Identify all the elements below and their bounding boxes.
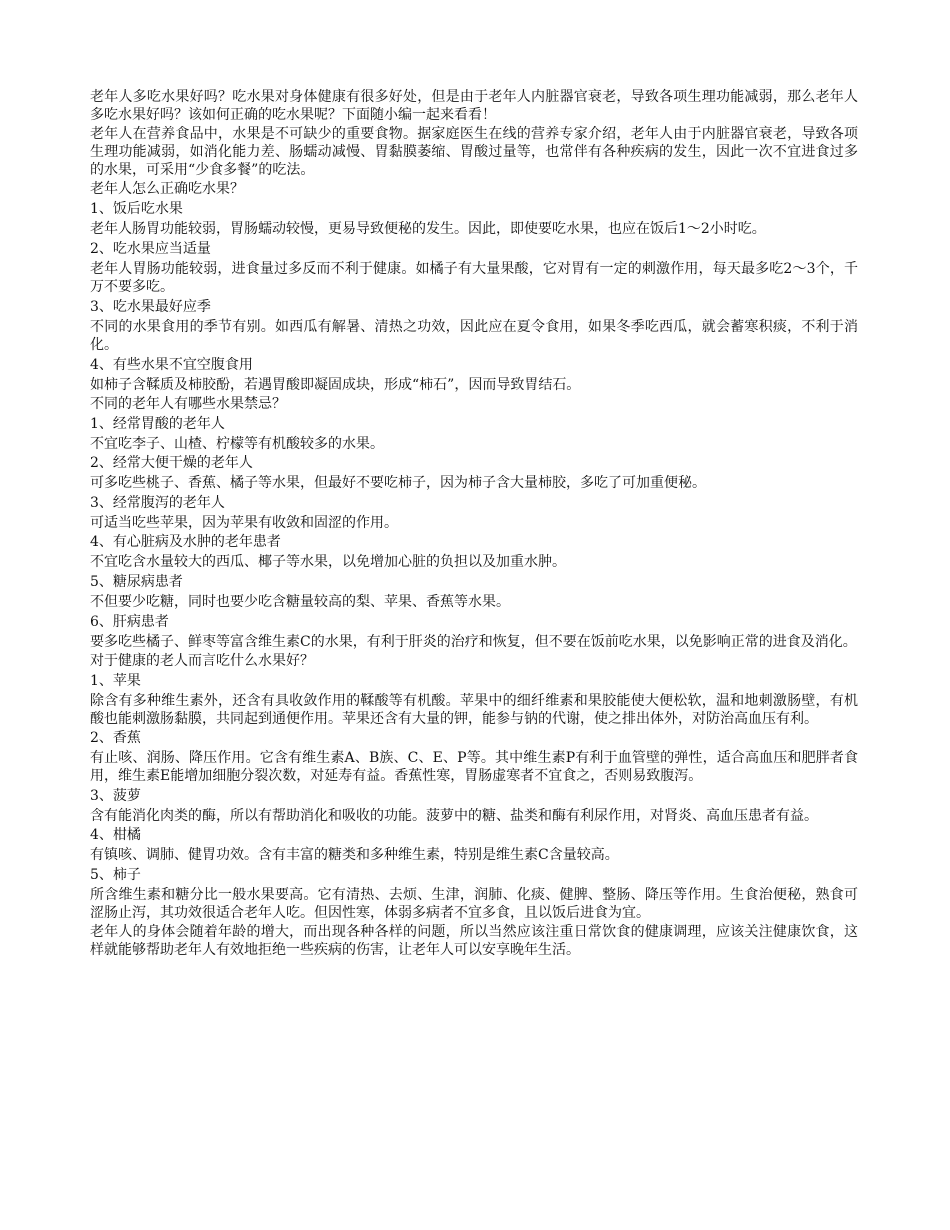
body-paragraph: 老年人胃肠功能较弱，进食量过多反而不利于健康。如橘子有大量果酸，它对胃有一定的刺激作用，每天最多吃2～3个，千万不要多吃。 bbox=[90, 261, 858, 295]
subsection-heading: 3、吃水果最好应季 bbox=[90, 299, 211, 315]
body-paragraph: 不但要少吃糖，同时也要少吃含糖量较高的梨、苹果、香蕉等水果。 bbox=[90, 594, 510, 610]
subsection-heading: 1、经常胃酸的老年人 bbox=[90, 416, 225, 432]
body-paragraph: 不宜吃含水量较大的西瓜、椰子等水果，以免增加心脏的负担以及加重水肿。 bbox=[90, 554, 566, 570]
subsection-heading: 5、柿子 bbox=[90, 867, 141, 883]
subsection-heading: 3、菠萝 bbox=[90, 788, 141, 804]
subsection-heading: 4、有些水果不宜空腹食用 bbox=[90, 357, 253, 373]
subsection-heading: 6、肝病患者 bbox=[90, 614, 169, 630]
subsection-heading: 4、有心脏病及水肿的老年患者 bbox=[90, 534, 281, 550]
body-paragraph: 含有能消化肉类的酶，所以有帮助消化和吸收的功能。菠萝中的糖、盐类和酶有利尿作用，对肾炎、高血压患者有益。 bbox=[90, 808, 818, 824]
body-paragraph: 除含有多种维生素外，还含有具收敛作用的鞣酸等有机酸。苹果中的细纤维素和果胶能使大便松软，温和地刺激肠壁，有机酸也能刺激肠黏膜，共同起到通便作用。苹果还含有大量的钾，能参与钠的代谢，使之排出体外，对防治高血压有利。 bbox=[90, 693, 858, 727]
subsection-heading: 2、吃水果应当适量 bbox=[90, 241, 211, 257]
body-paragraph: 不宜吃李子、山楂、柠檬等有机酸较多的水果。 bbox=[90, 436, 384, 452]
subsection-heading: 2、经常大便干燥的老年人 bbox=[90, 455, 253, 471]
body-paragraph: 老年人肠胃功能较弱，胃肠蠕动较慢，更易导致便秘的发生。因此，即使要吃水果，也应在饭后1～2小时吃。 bbox=[90, 221, 766, 237]
subsection-heading: 3、经常腹泻的老年人 bbox=[90, 495, 225, 511]
body-paragraph: 所含维生素和糖分比一般水果要高。它有清热、去烦、生津，润肺、化痰、健脾、整肠、降压等作用。生食治便秘，熟食可涩肠止泻，其功效很适合老年人吃。但因性寒，体弱多病者不宜多食，且以饭后进食为宜。 bbox=[90, 887, 858, 921]
article-body bbox=[90, 88, 858, 959]
body-paragraph: 有镇咳、调肺、健胃功效。含有丰富的糖类和多种维生素，特别是维生素C含量较高。 bbox=[90, 847, 619, 863]
section-heading: 对于健康的老人而言吃什么水果好？ bbox=[90, 653, 314, 669]
section-heading: 不同的老年人有哪些水果禁忌？ bbox=[90, 396, 286, 412]
closing-paragraph: 老年人的身体会随着年龄的增大，而出现各种各样的问题，所以当然应该注重日常饮食的健康调理，应该关注健康饮食，这样就能够帮助老年人有效地拒绝一些疾病的伤害，让老年人可以安享晚年生活。 bbox=[90, 924, 858, 958]
body-paragraph: 可多吃些桃子、香蕉、橘子等水果，但最好不要吃柿子，因为柿子含大量柿胶，多吃了可加重便秘。 bbox=[90, 475, 706, 491]
body-paragraph: 可适当吃些苹果，因为苹果有收敛和固涩的作用。 bbox=[90, 515, 398, 531]
subsection-heading: 1、饭后吃水果 bbox=[90, 201, 183, 217]
body-paragraph: 如柿子含鞣质及柿胶酚，若遇胃酸即凝固成块，形成“柿石”，因而导致胃结石。 bbox=[90, 377, 581, 393]
subsection-heading: 2、香蕉 bbox=[90, 730, 141, 746]
body-paragraph: 要多吃些橘子、鲜枣等富含维生素C的水果，有利于肝炎的治疗和恢复，但不要在饭前吃水果，以免影响正常的进食及消化。 bbox=[90, 634, 857, 650]
body-paragraph: 有止咳、润肠、降压作用。它含有维生素A、B族、C、E、P等。其中维生素P有利于血管壁的弹性，适合高血压和肥胖者食用，维生素E能增加细胞分裂次数，对延寿有益。香蕉性寒，胃肠虚寒者不宜食之，否则易致腹泻。 bbox=[90, 750, 858, 784]
subsection-heading: 4、柑橘 bbox=[90, 827, 141, 843]
body-paragraph: 老年人在营养食品中，水果是不可缺少的重要食物。据家庭医生在线的营养专家介绍，老年人由于内脏器官衰老，导致各项生理功能减弱，如消化能力差、肠蠕动减慢、胃黏膜萎缩、胃酸过量等，也常伴有各种疾病的发生，因此一次不宜进食过多的水果，可采用“少食多餐”的吃法。 bbox=[90, 126, 858, 178]
subsection-heading: 1、苹果 bbox=[90, 673, 141, 689]
body-paragraph: 不同的水果食用的季节有别。如西瓜有解暑、清热之功效，因此应在夏令食用，如果冬季吃西瓜，就会蓄寒积痰，不利于消化。 bbox=[90, 319, 858, 353]
subsection-heading: 5、糖尿病患者 bbox=[90, 574, 183, 590]
section-heading: 老年人怎么正确吃水果？ bbox=[90, 181, 244, 197]
intro-paragraph: 老年人多吃水果好吗？吃水果对身体健康有很多好处，但是由于老年人内脏器官衰老，导致各项生理功能减弱，那么老年人多吃水果好吗？该如何正确的吃水果呢？下面随小编一起来看看！ bbox=[90, 89, 858, 123]
